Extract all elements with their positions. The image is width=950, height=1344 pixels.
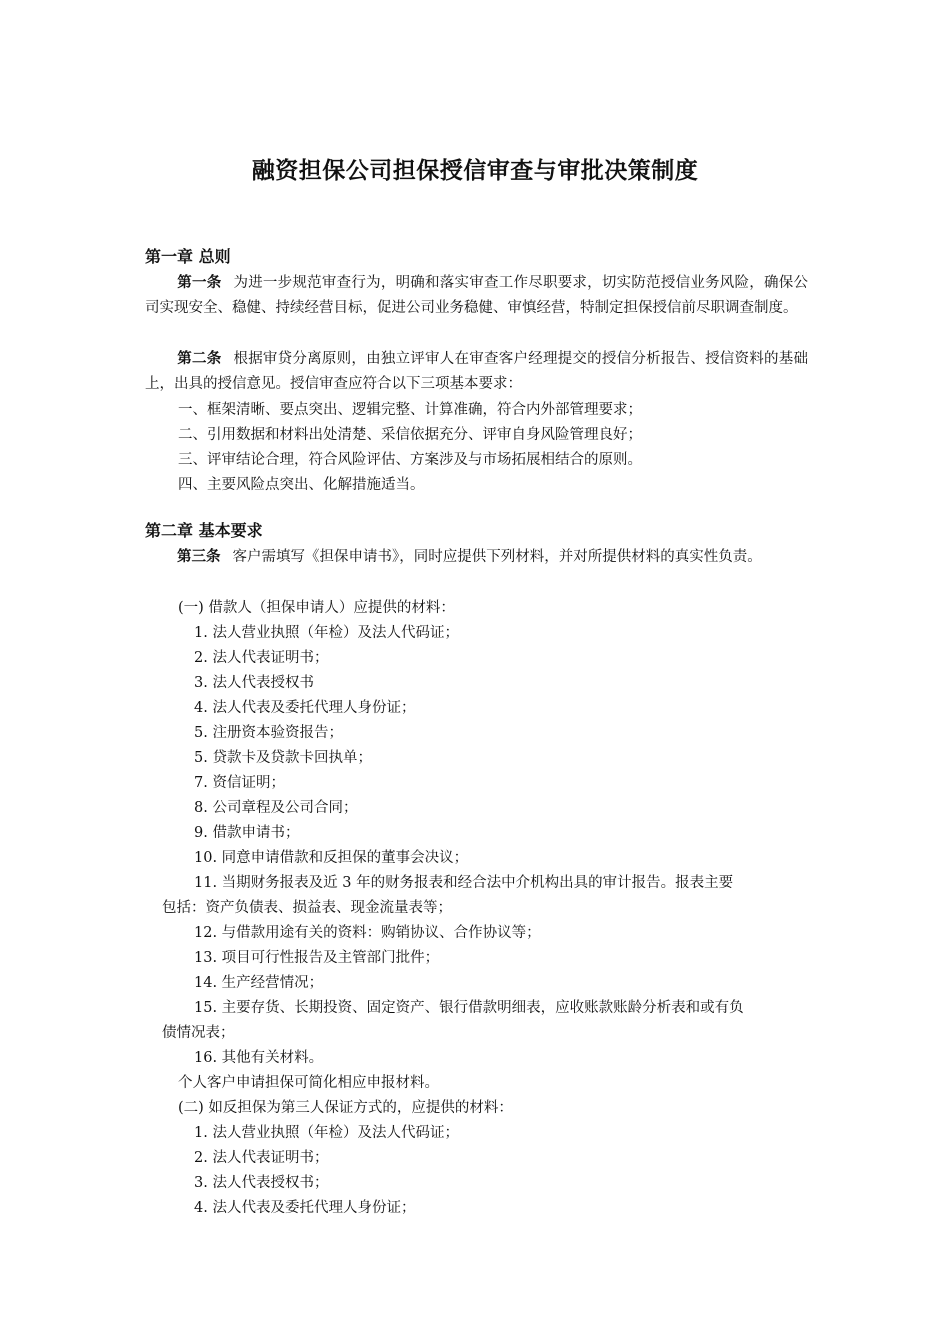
article-label: 第三条 <box>177 548 221 565</box>
list-item-continuation: 包括：资产负债表、损益表、现金流量表等； <box>162 900 452 916</box>
list-item: 四、主要风险点突出、化解措施适当。 <box>178 477 425 493</box>
section-heading: (一) 借款人（担保申请人）应提供的材料： <box>178 600 455 616</box>
list-item: 14. 生产经营情况； <box>194 975 324 991</box>
list-item: 3. 法人代表授权书； <box>194 1175 329 1191</box>
list-item: 5. 注册资本验资报告； <box>194 725 343 741</box>
list-item: 1. 法人营业执照（年检）及法人代码证； <box>194 625 459 641</box>
list-item: 4. 法人代表及委托代理人身份证； <box>194 700 416 716</box>
note-text: 个人客户申请担保可简化相应申报材料。 <box>178 1075 439 1091</box>
article-label: 第一条 <box>177 274 222 291</box>
chapter-heading: 第二章 基本要求 <box>145 521 263 540</box>
list-item: 二、引用数据和材料出处清楚、采信依据充分、评审自身风险管理良好； <box>178 427 642 443</box>
article-label: 第二条 <box>177 350 222 367</box>
list-item: 2. 法人代表证明书； <box>194 650 329 666</box>
list-item: 3. 法人代表授权书 <box>194 675 314 691</box>
list-item: 7. 资信证明； <box>194 775 285 791</box>
list-item: 16. 其他有关材料。 <box>194 1050 324 1066</box>
list-item: 5. 贷款卡及贷款卡回执单； <box>194 750 372 766</box>
article-text: 为进一步规范审查行为，明确和落实审查工作尽职要求，切实防范授信业务风险，确保公司实现安全、稳健、持续经营目标，促进公司业务稳健、审慎经营，特制定担保授信前尽职调查制度。 <box>145 275 808 316</box>
section-heading: (二) 如反担保为第三人保证方式的，应提供的材料： <box>178 1100 513 1116</box>
list-item-continuation: 债情况表； <box>162 1025 235 1041</box>
article-paragraph <box>145 544 808 570</box>
article-text: 根据审贷分离原则，由独立评审人在审查客户经理提交的授信分析报告、授信资料的基础上，出具的授信意见。授信审查应符合以下三项基本要求： <box>145 351 808 392</box>
list-item: 4. 法人代表及委托代理人身份证； <box>194 1200 416 1216</box>
article-text: 客户需填写《担保申请书》，同时应提供下列材料，并对所提供材料的真实性负责。 <box>232 549 762 565</box>
article-paragraph <box>145 346 808 397</box>
list-item: 一、框架清晰、要点突出、逻辑完整、计算准确，符合内外部管理要求； <box>178 402 642 418</box>
list-item: 8. 公司章程及公司合同； <box>194 800 358 816</box>
document-title: 融资担保公司担保授信审查与审批决策制度 <box>251 158 699 184</box>
list-item: 9. 借款申请书； <box>194 825 300 841</box>
list-item: 13. 项目可行性报告及主管部门批件； <box>194 950 440 966</box>
chapter-heading: 第一章 总则 <box>145 247 231 266</box>
list-item: 10. 同意申请借款和反担保的董事会决议； <box>194 850 469 866</box>
list-item: 15. 主要存货、长期投资、固定资产、银行借款明细表，应收账款账龄分析表和或有负 <box>194 1000 744 1016</box>
list-item: 三、评审结论合理，符合风险评估、方案涉及与市场拓展相结合的原则。 <box>178 452 642 468</box>
article-paragraph <box>145 270 808 321</box>
list-item: 1. 法人营业执照（年检）及法人代码证； <box>194 1125 459 1141</box>
list-item: 2. 法人代表证明书； <box>194 1150 329 1166</box>
list-item: 11. 当期财务报表及近 3 年的财务报表和经合法中介机构出具的审计报告。报表主要 <box>194 875 734 891</box>
list-item: 12. 与借款用途有关的资料：购销协议、合作协议等； <box>194 925 541 941</box>
